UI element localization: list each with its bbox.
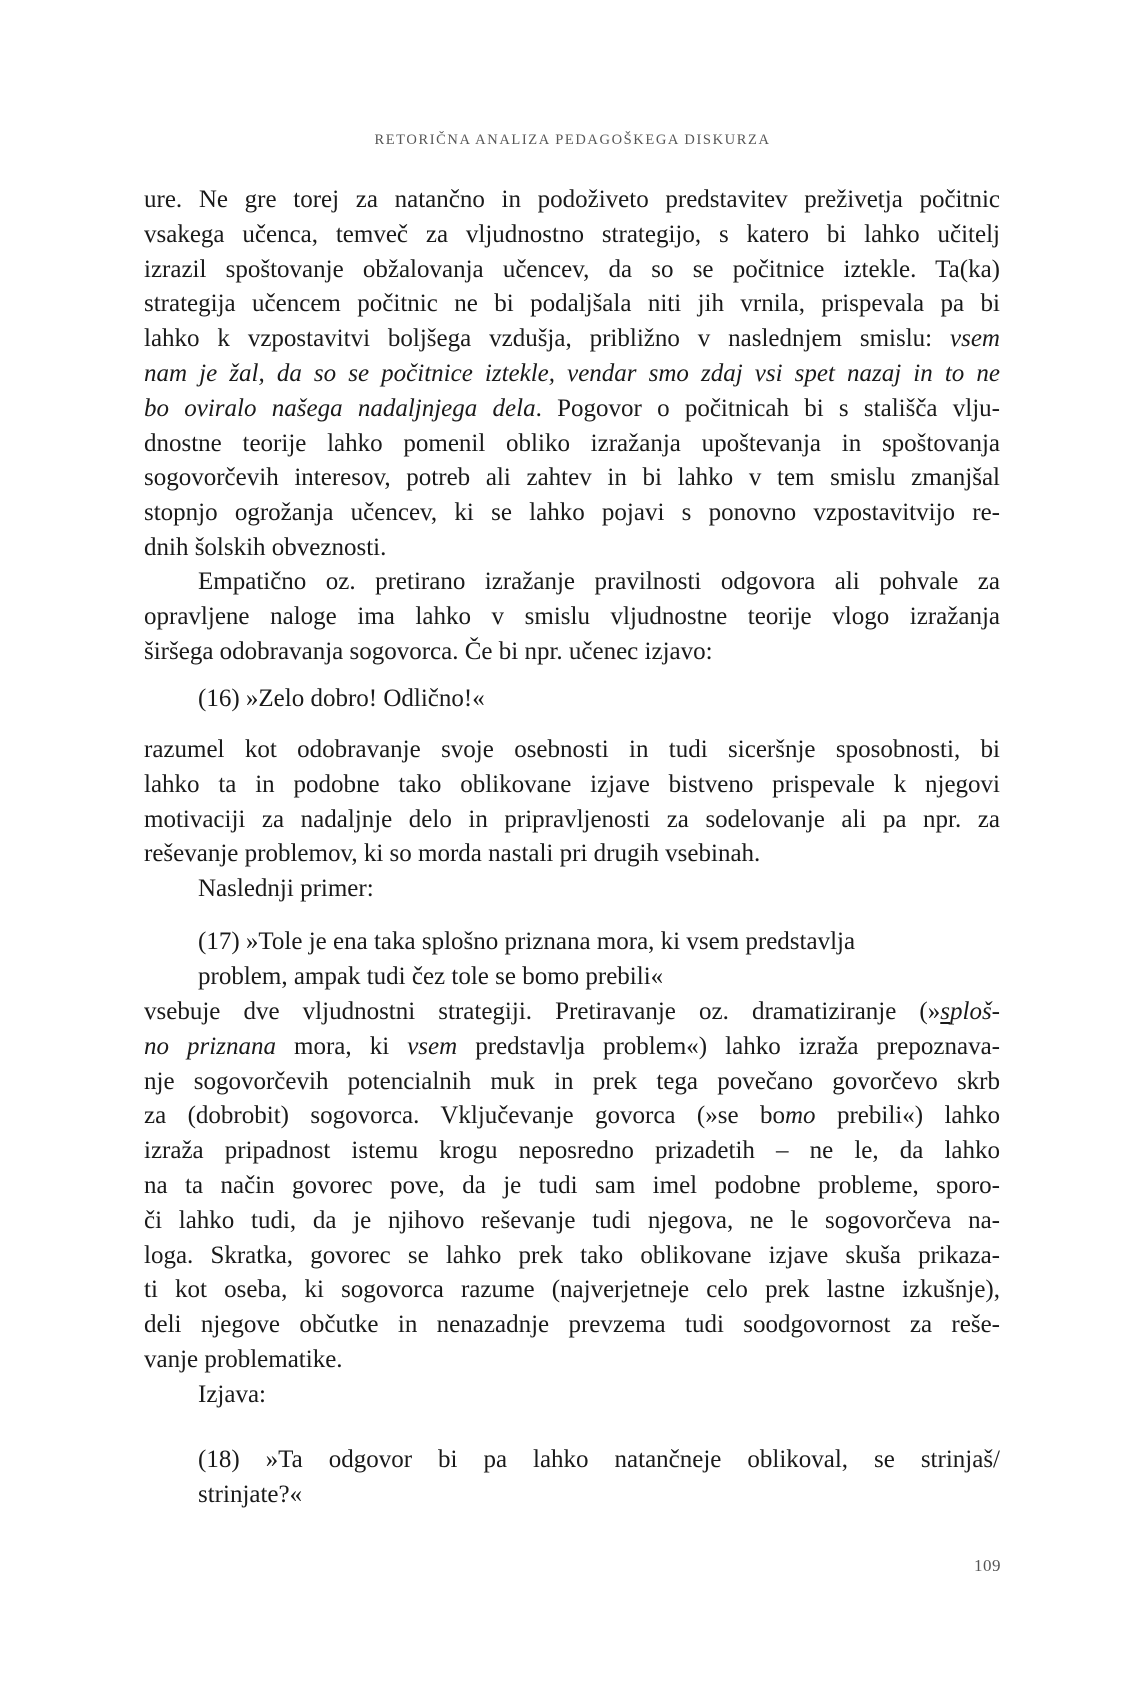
paragraph-3 — [144, 733, 1000, 907]
paragraph-2 — [144, 565, 1000, 669]
italic-run: no priznana — [144, 1032, 276, 1060]
running-header: RETORIČNA ANALIZA PEDAGOŠKEGA DISKURZA — [374, 132, 771, 148]
text-run: za (dobrobit) sogovorca. Vključevanje govorca (»se bo — [144, 1102, 785, 1130]
italic-run: bo oviralo našega nadaljnjega dela — [144, 394, 536, 422]
text-line: motivaciji za nadaljnje delo in pripravljenosti za sodelovanje ali pa npr. za — [144, 805, 1000, 833]
text-line: opravljene naloge ima lahko v smislu vljudnostne teorije vlogo izražanja — [144, 602, 1000, 630]
text-line: ure. Ne gre torej za natančno in podoživeto predstavitev preživetja počitnic — [144, 186, 1000, 213]
text-line: nje sogovorčevih potencialnih muk in prek tega povečano govorčevo skrb — [144, 1067, 1000, 1095]
text-line — [144, 357, 1000, 392]
example-17 — [198, 925, 1000, 995]
text-line: na ta način govorec pove, da je tudi sam imel podobne probleme, sporo- — [144, 1171, 1000, 1199]
text-line: (17) »Tole je ena taka splošno priznana mora, ki vsem predstavlja — [198, 928, 856, 955]
text-line: Empatično oz. pretirano izražanje pravilnosti odgovora ali pohvale za — [198, 568, 1000, 595]
text-line: Naslednji primer: — [198, 875, 374, 903]
text-line: reševanje problemov, ki so morda nastali pri drugih vsebinah. — [144, 840, 761, 868]
italic-run: vsem — [407, 1032, 458, 1060]
text-run: . Pogovor o počitnicah bi s stališča vlju- — [535, 394, 1000, 422]
text-line: razumel kot odobravanje svoje osebnosti in tudi siceršnje sposobnosti, bi — [144, 736, 1000, 763]
text-line: lahko ta in podobne tako oblikovane izjave bistveno prispevale k njegovi — [144, 770, 1000, 798]
underlined-run: s — [940, 998, 950, 1025]
text-line: (18) »Ta odgovor bi pa lahko natančneje oblikoval, se strinjaš/ — [198, 1446, 1000, 1473]
example-18 — [198, 1443, 1000, 1513]
text-line — [144, 995, 1000, 1030]
paragraph-5 — [144, 995, 1000, 1413]
text-line: deli njegove občutke in nenazadnje prevzema tudi soodgovornost za reše- — [144, 1311, 1000, 1339]
text-line: strategija učencem počitnic ne bi podaljšala niti jih vrnila, prispevala pa bi — [144, 290, 1000, 318]
example-16: (16) »Zelo dobro! Odlično!« — [198, 685, 485, 712]
text-line: širšega odobravanja sogovorca. Če bi npr. učenec izjavo: — [144, 637, 713, 665]
page-number: 109 — [974, 1556, 1001, 1575]
text-line: strinjate?« — [198, 1480, 303, 1508]
text-line: sogovorčevih interesov, potreb ali zahtev in bi lahko v tem smislu zmanjšal — [144, 464, 1000, 492]
text-run: prebili«) lahko — [815, 1102, 1000, 1130]
text-line: vsakega učenca, temveč za vljudnostno strategijo, s katero bi lahko učitelj — [144, 220, 1000, 248]
italic-run: nam je žal, da so se počitnice iztekle, vendar smo zdaj vsi spet nazaj in to ne — [144, 359, 1000, 387]
text-run: mora, ki — [275, 1032, 408, 1060]
text-line: vanje problematike. — [144, 1345, 343, 1373]
text-line: či lahko tudi, da je njihovo reševanje tudi njegova, ne le sogovorčeva na- — [144, 1206, 1000, 1234]
text-line: Izjava: — [198, 1380, 267, 1408]
italic-run: ploš- — [950, 998, 1000, 1025]
text-line — [144, 1099, 1000, 1134]
text-line: problem, ampak tudi čez tole se bomo prebili« — [198, 962, 664, 990]
text-line: izraža pripadnost istemu krogu neposredno prizadetih – ne le, da lahko — [144, 1137, 1000, 1165]
text-line — [144, 392, 1000, 427]
text-line — [144, 322, 1000, 357]
italic-run: vsem — [950, 325, 1000, 353]
text-line — [144, 1030, 1000, 1065]
text-line: izrazil spoštovanje obžalovanja učencev, da so se počitnice iztekle. Ta(ka) — [144, 255, 1000, 283]
text-line: stopnjo ogrožanja učencev, ki se lahko pojavi s ponovno vzpostavitvijo re- — [144, 499, 1000, 527]
text-run: vsebuje dve vljudnostni strategiji. Pretiravanje oz. dramatiziranje (» — [144, 998, 941, 1025]
text-line: loga. Skratka, govorec se lahko prek tako oblikovane izjave skuša prikaza- — [144, 1241, 1000, 1269]
text-line: dnostne teorije lahko pomenil obliko izražanja upoštevanja in spoštovanja — [144, 429, 1000, 457]
text-line: ti kot oseba, ki sogovorca razume (najverjetneje celo prek lastne izkušnje), — [144, 1276, 1000, 1304]
italic-run: mo — [784, 1102, 816, 1130]
text-run: lahko k vzpostavitvi boljšega vzdušja, približno v naslednjem smislu: — [144, 325, 951, 353]
text-run: predstavlja problem«) lahko izraža prepoznava- — [457, 1032, 1000, 1060]
paragraph-1 — [144, 183, 1000, 566]
text-line: dnih šolskih obveznosti. — [144, 533, 387, 561]
